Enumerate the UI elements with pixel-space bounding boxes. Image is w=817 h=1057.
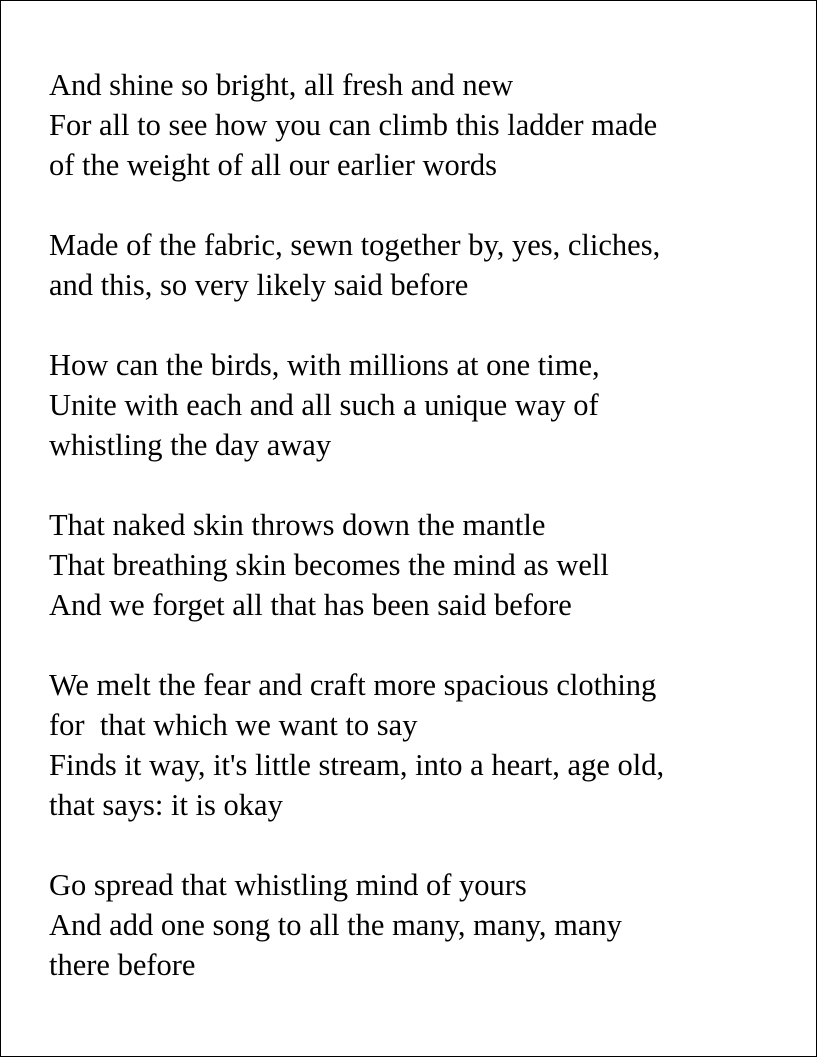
poem-line: Finds it way, it's little stream, into a heart, age old, — [49, 748, 665, 782]
poem-line: that says: it is okay — [49, 788, 283, 822]
poem-line: and this, so very likely said before — [49, 268, 469, 302]
stanza-4 — [49, 505, 789, 625]
poem-line: And we forget all that has been said before — [49, 588, 572, 622]
poem-line: And add one song to all the many, many, many — [49, 908, 622, 942]
poem-line: whistling the day away — [49, 428, 332, 462]
poem-line: For all to see how you can climb this ladder made — [49, 108, 658, 142]
stanza-1 — [49, 65, 789, 185]
poem-line: That breathing skin becomes the mind as well — [49, 548, 609, 582]
poem-line: there before — [49, 948, 196, 982]
stanza-6 — [49, 865, 789, 985]
poem-line: for that which we want to say — [49, 708, 418, 742]
stanza-5 — [49, 665, 789, 825]
poem-line: We melt the fear and craft more spacious clothing — [49, 668, 657, 702]
stanza-3 — [49, 345, 789, 465]
poem-body — [49, 65, 789, 1025]
poem-line: Made of the fabric, sewn together by, yes, cliches, — [49, 228, 661, 262]
poem-line: How can the birds, with millions at one time, — [49, 348, 600, 382]
stanza-2 — [49, 225, 789, 305]
poem-line: of the weight of all our earlier words — [49, 148, 498, 182]
poem-line: And shine so bright, all fresh and new — [49, 68, 514, 102]
poem-line: Unite with each and all such a unique way of — [49, 388, 599, 422]
poem-line: That naked skin throws down the mantle — [49, 508, 546, 542]
poem-line: Go spread that whistling mind of yours — [49, 868, 527, 902]
